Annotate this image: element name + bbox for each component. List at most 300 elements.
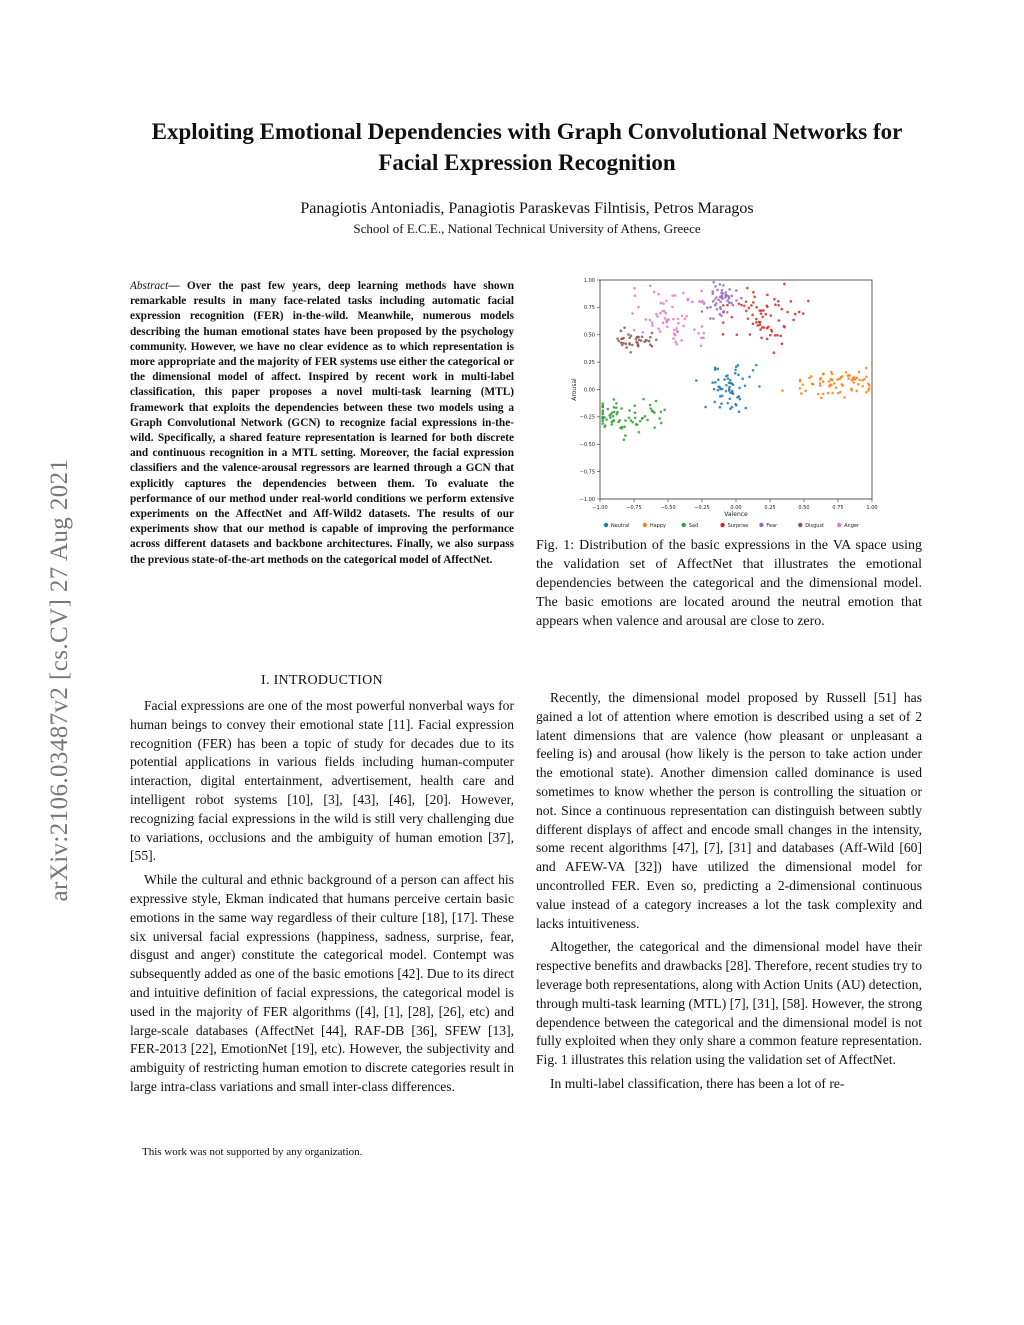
scatter-point-fear: [728, 301, 731, 304]
scatter-point-anger: [649, 319, 652, 322]
scatter-point-surprise: [777, 304, 780, 307]
scatter-point-happy: [850, 387, 853, 390]
scatter-point-surprise: [759, 328, 762, 331]
scatter-point-neutral: [716, 368, 719, 371]
scatter-point-neutral: [723, 378, 726, 381]
scatter-point-fear: [721, 297, 724, 300]
scatter-point-happy: [847, 377, 850, 380]
legend-label-fear: Fear: [766, 522, 778, 529]
scatter-point-anger: [656, 315, 659, 318]
scatter-point-neutral: [704, 406, 707, 409]
scatter-point-fear: [712, 317, 715, 320]
va-scatter-figure: [562, 272, 882, 530]
scatter-point-anger: [693, 328, 696, 331]
scatter-point-surprise: [755, 321, 758, 324]
scatter-point-happy: [781, 389, 784, 392]
legend-label-sad: Sad: [688, 522, 699, 529]
scatter-point-disgust: [640, 339, 643, 342]
scatter-point-sad: [634, 416, 637, 419]
scatter-point-sad: [616, 411, 619, 414]
legend-marker-surprise: [720, 523, 724, 527]
scatter-point-neutral: [755, 364, 758, 367]
scatter-point-anger: [685, 315, 688, 318]
legend-label-surprise: Surprise: [727, 522, 749, 529]
x-axis-label: Valence: [724, 511, 748, 518]
scatter-point-sad: [660, 410, 663, 413]
scatter-point-disgust: [651, 345, 654, 348]
scatter-point-neutral: [725, 390, 728, 393]
scatter-point-sad: [649, 407, 652, 410]
scatter-point-anger: [659, 312, 662, 315]
scatter-point-anger: [684, 318, 687, 321]
scatter-point-surprise: [769, 334, 772, 337]
scatter-point-fear: [724, 294, 727, 297]
affiliation: School of E.C.E., National Technical University of Athens, Greece: [353, 221, 701, 236]
arxiv-stamp: arXiv:2106.03487v2 [cs.CV] 27 Aug 2021: [46, 458, 73, 902]
scatter-point-fear: [712, 300, 715, 303]
scatter-point-sad: [663, 409, 666, 412]
scatter-point-fear: [716, 308, 719, 311]
scatter-point-anger: [687, 299, 690, 302]
scatter-point-anger: [662, 302, 665, 305]
scatter-point-sad: [615, 402, 618, 405]
scatter-point-happy: [822, 373, 825, 376]
scatter-point-surprise: [780, 308, 783, 311]
scatter-point-anger: [701, 300, 704, 303]
scatter-point-happy: [831, 373, 834, 376]
scatter-point-surprise: [747, 317, 750, 320]
scatter-point-fear: [712, 281, 715, 284]
scatter-point-surprise: [743, 305, 746, 308]
scatter-point-fear: [728, 297, 731, 300]
scatter-point-happy: [820, 377, 823, 380]
scatter-point-sad: [634, 404, 637, 407]
scatter-point-sad: [639, 420, 642, 423]
scatter-point-anger: [674, 294, 677, 297]
scatter-point-surprise: [757, 324, 760, 327]
scatter-point-neutral: [720, 402, 723, 405]
scatter-point-fear: [701, 310, 704, 313]
scatter-point-disgust: [631, 344, 634, 347]
scatter-point-neutral: [726, 374, 729, 377]
scatter-point-fear: [711, 290, 714, 293]
scatter-point-happy: [863, 378, 866, 381]
scatter-point-fear: [722, 311, 725, 314]
scatter-point-sad: [604, 424, 607, 427]
scatter-point-sad: [624, 419, 627, 422]
scatter-point-neutral: [738, 395, 741, 398]
scatter-point-anger: [633, 329, 636, 332]
scatter-point-disgust: [621, 344, 624, 347]
scatter-point-fear: [735, 299, 738, 302]
scatter-point-surprise: [748, 307, 751, 310]
scatter-point-anger: [675, 327, 678, 330]
scatter-point-happy: [830, 384, 833, 387]
scatter-point-neutral: [719, 395, 722, 398]
legend-label-disgust: Disgust: [805, 522, 825, 529]
scatter-point-sad: [613, 411, 616, 414]
scatter-point-sad: [615, 406, 618, 409]
scatter-point-sad: [617, 421, 620, 424]
scatter-point-surprise: [746, 287, 749, 290]
paragraph: Facial expressions are one of the most powerful nonverbal ways for human beings to convey their emotional state [11]. Facial expression recognition (FER) has been a topic of study for decades due to its potential applications in various fields including human-computer interaction, digital entertainment, advertisement, health care and intelligent robot systems [10], [3], [43], [46], [20]. However, recognizing facial expressions in the wild is still very challenging due to variations, occlusions and the ambiguity of human emotion [37], [55].: [130, 698, 514, 864]
scatter-point-happy: [868, 384, 871, 387]
scatter-point-happy: [852, 381, 855, 384]
scatter-point-happy: [828, 380, 831, 383]
scatter-point-surprise: [738, 303, 741, 306]
scatter-point-surprise: [755, 306, 758, 309]
scatter-point-happy: [856, 377, 859, 380]
scatter-point-disgust: [629, 351, 632, 354]
scatter-point-disgust: [627, 333, 630, 336]
x-tick-label: 0.75: [832, 505, 844, 511]
scatter-point-fear: [731, 295, 734, 298]
scatter-point-sad: [608, 414, 611, 417]
scatter-point-happy: [833, 382, 836, 385]
scatter-point-fear: [724, 291, 727, 294]
scatter-point-neutral: [735, 366, 738, 369]
x-tick-label: 1.00: [866, 505, 878, 511]
scatter-point-neutral: [713, 388, 716, 391]
scatter-point-surprise: [766, 327, 769, 330]
scatter-point-sad: [634, 411, 637, 414]
scatter-point-happy: [865, 391, 868, 394]
scatter-point-surprise: [798, 311, 801, 314]
scatter-point-sad: [607, 408, 610, 411]
scatter-point-surprise: [771, 330, 774, 333]
scatter-point-fear: [720, 292, 723, 295]
x-tick-label: −1.00: [592, 505, 608, 511]
scatter-point-disgust: [625, 346, 628, 349]
scatter-point-fear: [721, 289, 724, 292]
abstract-label: Abstract: [130, 280, 169, 292]
scatter-point-neutral: [739, 398, 742, 401]
scatter-point-sad: [628, 416, 631, 419]
figure-caption: Fig. 1: Distribution of the basic expressions in the VA space using the validation set of AffectNet that illustrates the emotional dependencies between the categorical and the dimensional model. The basic emotions are located around the neutral emotion that appears when valence and arousal are close to zero.: [536, 538, 922, 629]
scatter-point-disgust: [651, 332, 654, 335]
scatter-point-neutral: [728, 386, 731, 389]
x-tick-label: 0.00: [730, 505, 742, 511]
scatter-point-fear: [719, 283, 722, 286]
scatter-point-anger: [673, 329, 676, 332]
scatter-point-sad: [610, 423, 613, 426]
legend-label-happy: Happy: [649, 522, 666, 529]
scatter-point-happy: [808, 377, 811, 380]
scatter-point-anger: [682, 292, 685, 295]
scatter-point-neutral: [717, 389, 720, 392]
paragraph: Recently, the dimensional model proposed by Russell [51] has gained a lot of attention where emotion is described using a set of 2 latent dimensions that are valence (how pleasant or unpleasant a feeling is) and arousal (how likely is the person to take action under the emotional state). Another dimension called dominance is used sometimes to know whether the person is controlling the situation or not. Since a continuous representation can distinguish between subtly different displays of affect and encode small changes in the intensity, some recent algorithms [47], [7], [31] and databases (Aff-Wild [60] and AFEW-VA [32]) have utilized the dimensional model for uncontrolled FER. Even so, predicting a 2-dimensional continuous value instead of a category increases a lot the task complexity and lacks intuitiveness.: [536, 690, 922, 931]
scatter-point-neutral: [728, 381, 731, 384]
scatter-point-surprise: [783, 283, 786, 286]
paper-title: Exploiting Emotional Dependencies with Graph Convolutional Networks for Facial Expression Recognition: [151, 119, 903, 175]
scatter-point-neutral: [741, 377, 744, 380]
scatter-point-neutral: [726, 402, 729, 405]
scatter-point-anger: [649, 285, 652, 288]
scatter-point-sad: [630, 419, 633, 422]
legend-marker-happy: [643, 523, 647, 527]
scatter-point-sad: [644, 415, 647, 418]
scatter-point-happy: [800, 392, 803, 395]
scatter-point-disgust: [655, 338, 658, 341]
scatter-point-disgust: [636, 336, 639, 339]
scatter-point-anger: [653, 291, 656, 294]
legend-marker-sad: [682, 523, 686, 527]
scatter-point-sad: [613, 398, 616, 401]
scatter-point-sad: [601, 422, 604, 425]
scatter-point-anger: [671, 306, 674, 309]
scatter-point-disgust: [623, 326, 626, 329]
scatter-point-neutral: [719, 406, 722, 409]
y-tick-label: −1.00: [579, 496, 595, 503]
scatter-point-fear: [719, 301, 722, 304]
legend-label-anger: Anger: [844, 522, 860, 529]
scatter-point-anger: [676, 343, 679, 346]
left-column-body: [130, 697, 514, 1102]
scatter-point-sad: [612, 415, 615, 418]
scatter-point-happy: [865, 375, 868, 378]
scatter-point-anger: [651, 324, 654, 327]
scatter-point-anger: [673, 332, 676, 335]
scatter-point-anger: [660, 302, 663, 305]
scatter-point-sad: [628, 409, 631, 412]
scatter-point-sad: [624, 434, 627, 437]
scatter-point-neutral: [734, 369, 737, 372]
scatter-point-fear: [706, 306, 709, 309]
scatter-point-disgust: [637, 344, 640, 347]
scatter-point-happy: [852, 378, 855, 381]
scatter-point-happy: [867, 389, 870, 392]
scatter-point-happy: [848, 374, 851, 377]
x-tick-label: −0.50: [660, 505, 676, 511]
scatter-point-surprise: [762, 309, 765, 312]
scatter-point-fear: [740, 297, 743, 300]
x-tick-label: 0.50: [798, 505, 810, 511]
scatter-point-surprise: [781, 342, 784, 345]
scatter-point-disgust: [618, 340, 621, 343]
scatter-point-surprise: [722, 304, 725, 307]
scatter-point-anger: [631, 312, 634, 315]
scatter-point-anger: [659, 330, 662, 333]
scatter-point-sad: [638, 431, 641, 434]
scatter-point-fear: [735, 289, 738, 292]
scatter-point-neutral: [744, 385, 747, 388]
scatter-point-happy: [799, 387, 802, 390]
scatter-point-anger: [682, 325, 685, 328]
x-tick-label: 0.25: [764, 505, 776, 511]
scatter-point-anger: [702, 337, 705, 340]
scatter-point-fear: [724, 296, 727, 299]
scatter-point-surprise: [779, 335, 782, 338]
scatter-point-surprise: [722, 321, 725, 324]
scatter-point-surprise: [792, 319, 795, 322]
scatter-point-anger: [697, 332, 700, 335]
scatter-point-surprise: [760, 336, 763, 339]
scatter-point-neutral: [717, 378, 720, 381]
scatter-point-sad: [636, 424, 639, 427]
scatter-point-surprise: [774, 334, 777, 337]
scatter-point-neutral: [758, 385, 761, 388]
scatter-point-anger: [637, 306, 640, 309]
scatter-point-surprise: [755, 318, 758, 321]
scatter-point-anger: [701, 325, 704, 328]
scatter-point-anger: [661, 310, 664, 313]
scatter-point-anger: [680, 339, 683, 342]
scatter-point-surprise: [745, 300, 748, 303]
scatter-point-happy: [819, 384, 822, 387]
scatter-point-fear: [709, 306, 712, 309]
scatter-point-happy: [819, 382, 822, 385]
scatter-point-anger: [664, 317, 667, 320]
scatter-point-neutral: [731, 391, 734, 394]
scatter-point-neutral: [695, 379, 698, 382]
scatter-point-surprise: [758, 309, 761, 312]
scatter-point-anger: [671, 294, 674, 297]
scatter-point-sad: [601, 413, 604, 416]
x-tick-label: −0.75: [626, 505, 642, 511]
scatter-point-anger: [644, 318, 647, 321]
scatter-point-happy: [822, 380, 825, 383]
legend-marker-neutral: [604, 523, 608, 527]
scatter-point-sad: [646, 419, 649, 422]
scatter-point-happy: [831, 392, 834, 395]
scatter-point-surprise: [790, 300, 793, 303]
scatter-point-anger: [714, 298, 717, 301]
scatter-point-surprise: [773, 351, 776, 354]
scatter-point-happy: [840, 376, 843, 379]
scatter-point-anger: [657, 293, 660, 296]
scatter-point-fear: [719, 306, 722, 309]
paragraph: While the cultural and ethnic background of a person can affect his expressive style, Ekman indicated that humans perceive certain basic emotions in the same way regardless of their culture [18], [17]. These six universal facial expressions (happiness, sadness, surprise, fear, disgust and anger) constitute the categorical model. Contempt was subsequently added as one of the basic emotions [42]. Due to its direct and intuitive definition of facial expressions, the categorical model is used in the majority of FER algorithms ([4], [1], [28], [26], etc) and large-scale databases (AffectNet [44], RAF-DB [36], SFEW [13], FER-2013 [22], EmotionNet [19], etc). However, the subjectivity and ambiguity of restricting human emotion to discrete categories result in large intra-class variations and small inter-class differences.: [130, 872, 514, 1094]
scatter-point-anger: [700, 344, 703, 347]
scatter-point-neutral: [719, 386, 722, 389]
scatter-point-fear: [728, 288, 731, 291]
scatter-point-disgust: [645, 339, 648, 342]
scatter-point-happy: [837, 392, 840, 395]
scatter-point-happy: [865, 367, 868, 370]
abstract-text: Over the past few years, deep learning methods have shown remarkable results in many face-related tasks including automatic facial expression recognition (FER) in-the-wild. Meanwhile, numerous models describing the human emotional states have been proposed by the psychology community. However, we have no clear evidence as to which representation is more appropriate and the majority of FER systems use either the categorical or the dimensional model of affect. Inspired by recent work in multi-label classification, this paper proposes a novel multi-task learning (MTL) framework that exploits the dependencies between these two models using a Graph Convolutional Network (GCN) to recognize facial expressions in-the-wild. Specifically, a shared feature representation is learned for both discrete and continuous recognition in a MTL setting. Moreover, the facial expression classifiers and the valence-arousal regressors are learned through a GCN that explicitly captures the dependencies between them. To evaluate the performance of our method under real-world conditions we perform extensive experiments on the AffectNet and Aff-Wild2 datasets. The results of our experiments show that our method is capable of improving the performance across different datasets and backbone architectures. Finally, we also surpass the previous state-of-the-art methods on the categorical model of AffectNet.: [130, 280, 514, 566]
scatter-point-happy: [827, 392, 830, 395]
scatter-point-happy: [812, 383, 815, 386]
scatter-point-surprise: [763, 326, 766, 329]
scatter-point-happy: [839, 391, 842, 394]
scatter-point-anger: [672, 318, 675, 321]
scatter-point-fear: [719, 296, 722, 299]
scatter-point-surprise: [766, 304, 769, 307]
scatter-point-sad: [653, 426, 656, 429]
scatter-point-neutral: [729, 407, 732, 410]
scatter-point-surprise: [750, 304, 753, 307]
legend-marker-fear: [759, 523, 763, 527]
scatter-point-sad: [658, 417, 661, 420]
y-tick-label: 0.50: [583, 332, 595, 339]
scatter-point-anger: [641, 331, 644, 334]
scatter-point-neutral: [725, 384, 728, 387]
scatter-point-sad: [649, 404, 652, 407]
scatter-point-happy: [822, 393, 825, 396]
scatter-point-neutral: [744, 407, 747, 410]
author-list: Panagiotis Antoniadis, Panagiotis Paraskevas Filntisis, Petros Maragos: [300, 200, 754, 217]
scatter-point-sad: [621, 426, 624, 429]
scatter-point-surprise: [774, 303, 777, 306]
scatter-point-disgust: [628, 342, 631, 345]
scatter-point-neutral: [714, 368, 717, 371]
scatter-point-anger: [719, 313, 722, 316]
scatter-point-happy: [858, 371, 861, 374]
scatter-point-disgust: [649, 336, 652, 339]
scatter-point-neutral: [714, 381, 717, 384]
scatter-point-neutral: [728, 389, 731, 392]
scatter-point-surprise: [749, 333, 752, 336]
scatter-point-surprise: [752, 291, 755, 294]
scatter-point-happy: [843, 396, 846, 399]
scatter-point-anger: [665, 299, 668, 302]
scatter-point-happy: [831, 379, 834, 382]
right-column-body: [536, 689, 922, 1099]
scatter-point-surprise: [758, 321, 761, 324]
scatter-point-sad: [623, 425, 626, 428]
scatter-point-surprise: [726, 304, 729, 307]
scatter-point-neutral: [752, 369, 755, 372]
x-tick-label: −0.25: [694, 505, 710, 511]
scatter-point-anger: [700, 290, 703, 293]
scatter-point-anger: [665, 321, 668, 324]
scatter-point-neutral: [734, 372, 737, 375]
scatter-point-happy: [845, 371, 848, 374]
scatter-point-surprise: [794, 313, 797, 316]
scatter-point-sad: [601, 404, 604, 407]
scatter-point-surprise: [722, 333, 725, 336]
scatter-point-happy: [817, 393, 820, 396]
scatter-point-anger: [651, 321, 654, 324]
scatter-point-surprise: [740, 304, 743, 307]
scatter-point-neutral: [713, 401, 716, 404]
scatter-point-surprise: [760, 312, 763, 315]
legend-marker-disgust: [798, 523, 802, 527]
y-tick-label: 0.25: [583, 359, 595, 366]
scatter-point-happy: [855, 390, 858, 393]
scatter-point-sad: [623, 438, 626, 441]
scatter-point-fear: [716, 289, 719, 292]
scatter-point-sad: [605, 418, 608, 421]
scatter-point-surprise: [761, 316, 764, 319]
abstract: Abstract— Over the past few years, deep learning methods have shown remarkable results in many face-related tasks including automatic facial expression recognition (FER) in-the-wild. Meanwhile, numerous models describing the human emotional states have been proposed by the psychology community. However, we have no clear evidence as to which representation is more appropriate and the majority of FER systems use either the categorical or the dimensional model of affect. Inspired by recent work in multi-label classification, this paper proposes a novel multi-task learning (MTL) framework that exploits the dependencies between these two models using a Graph Convolutional Network (GCN) to recognize facial expressions in-the-wild. Specifically, a shared feature representation is learned for both discrete and continuous recognition in a MTL setting. Moreover, the facial expression classifiers and the valence-arousal regressors are learned through a GCN that explicitly captures the dependencies between them. To evaluate the performance of our method under real-world conditions we perform extensive experiments on the AffectNet and Aff-Wild2 datasets. The results of our experiments show that our method is capable of improving the performance across different datasets and backbone architectures. Finally, we also surpass the previous state-of-the-art methods on the categorical model of AffectNet.: [130, 280, 514, 566]
scatter-point-surprise: [783, 326, 786, 329]
footnote: This work was not supported by any organization.: [142, 1146, 363, 1158]
scatter-point-anger: [672, 337, 675, 340]
scatter-point-surprise: [766, 338, 769, 341]
scatter-point-disgust: [648, 340, 651, 343]
scatter-point-happy: [820, 397, 823, 400]
scatter-point-sad: [620, 407, 623, 410]
scatter-point-neutral: [729, 397, 732, 400]
scatter-point-anger: [634, 294, 637, 297]
scatter-point-surprise: [745, 310, 748, 313]
scatter-point-surprise: [752, 301, 755, 304]
scatter-point-sad: [613, 406, 616, 409]
scatter-point-surprise: [769, 314, 772, 317]
scatter-point-surprise: [786, 311, 789, 314]
scatter-point-fear: [709, 317, 712, 320]
scatter-point-anger: [674, 341, 677, 344]
scatter-point-anger: [703, 302, 706, 305]
scatter-point-happy: [804, 389, 807, 392]
scatter-point-surprise: [752, 322, 755, 325]
scatter-point-sad: [642, 398, 645, 401]
scatter-point-surprise: [777, 300, 780, 303]
scatter-point-sad: [612, 419, 615, 422]
y-tick-label: 1.00: [583, 277, 595, 284]
scatter-point-disgust: [628, 336, 631, 339]
